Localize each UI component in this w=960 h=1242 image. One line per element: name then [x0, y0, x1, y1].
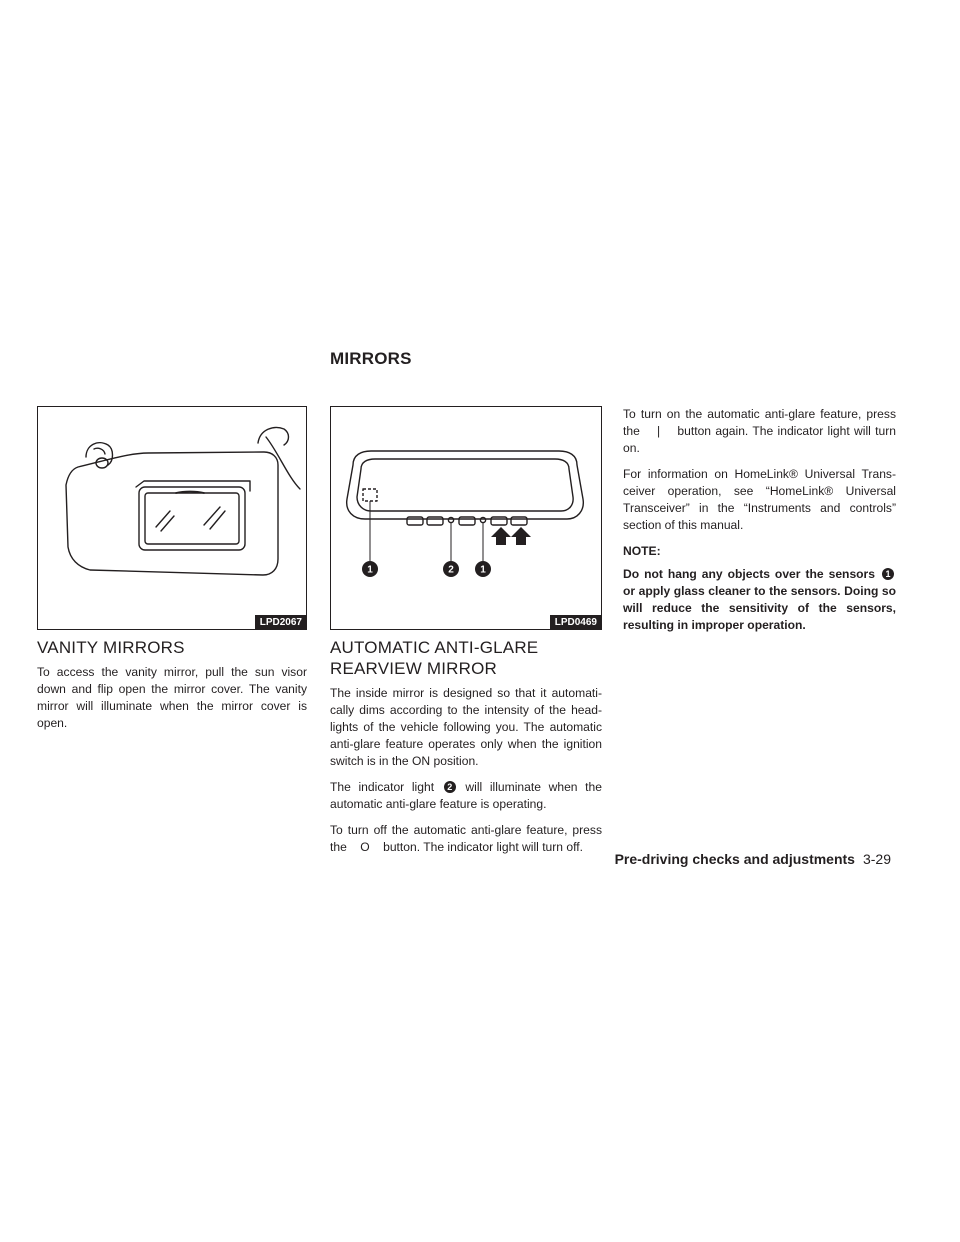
section-header: MIRRORS [330, 349, 412, 368]
note-text [623, 566, 896, 634]
vanity-mirror-figure [37, 406, 307, 630]
rearview-mirror-illustration [331, 407, 601, 629]
vanity-mirrors-text: To access the vanity mirror, pull the sun visor down and flip open the mirror cover. The vanity mirror will illuminate when the mirror cover is open. [37, 665, 307, 730]
anti-glare-heading-line1: AUTOMATIC ANTI-GLARE [330, 638, 539, 657]
page-footer [615, 851, 891, 867]
vanity-mirrors-section [37, 637, 307, 741]
note-text-after: or apply glass cleaner to the sensors. Doing so will reduce the sensitivity of the sensors, resulting in improper operation. [623, 584, 896, 632]
callout-1-sensor-rear: 1 [480, 564, 486, 576]
callout-marker-2: 2 [444, 781, 456, 793]
callout-1-sensor: 1 [367, 564, 373, 576]
indicator-text-before: The indicator light [330, 780, 435, 794]
callout-2-indicator: 2 [448, 564, 454, 576]
note-text-before: Do not hang any objects over the sensors [623, 567, 875, 581]
indicator-text-after: will illuminate when the automatic anti-glare feature is operating. [330, 780, 602, 811]
column-3 [623, 406, 900, 643]
vanity-mirrors-heading: VANITY MIRRORS [37, 638, 185, 657]
figure-label: LPD0469 [550, 615, 601, 629]
page-number: 3-29 [862, 851, 891, 867]
indicator-light-text [330, 779, 602, 813]
footer-chapter-title: Pre-driving checks and adjustments [614, 851, 855, 867]
homelink-text: For information on HomeLink® Universal Trans-ceiver operation, see “HomeLink® Universal Transceiver” in the “Instruments and controls” section of this manual. [623, 467, 896, 532]
anti-glare-heading-line2: REARVIEW MIRROR [330, 659, 498, 678]
anti-glare-intro-text: The inside mirror is designed so that it automati-cally dims according to the intensity of the head-lights of the vehicle following you. The automatic anti-glare feature operates only when the ignition switch is in the ON position. [330, 686, 602, 768]
rearview-mirror-figure [330, 406, 602, 630]
sun-visor-illustration [38, 407, 306, 629]
figure-label: LPD2067 [255, 615, 306, 629]
anti-glare-section [330, 637, 606, 865]
turn-on-text: To turn on the automatic anti-glare feature, press the | button again. The indicator light will turn on. [623, 407, 900, 455]
turn-off-text: To turn off the automatic anti-glare feature, press the O button. The indicator light will turn off. [330, 823, 606, 854]
note-label: NOTE: [623, 544, 661, 558]
callout-marker-1: 1 [882, 568, 894, 580]
